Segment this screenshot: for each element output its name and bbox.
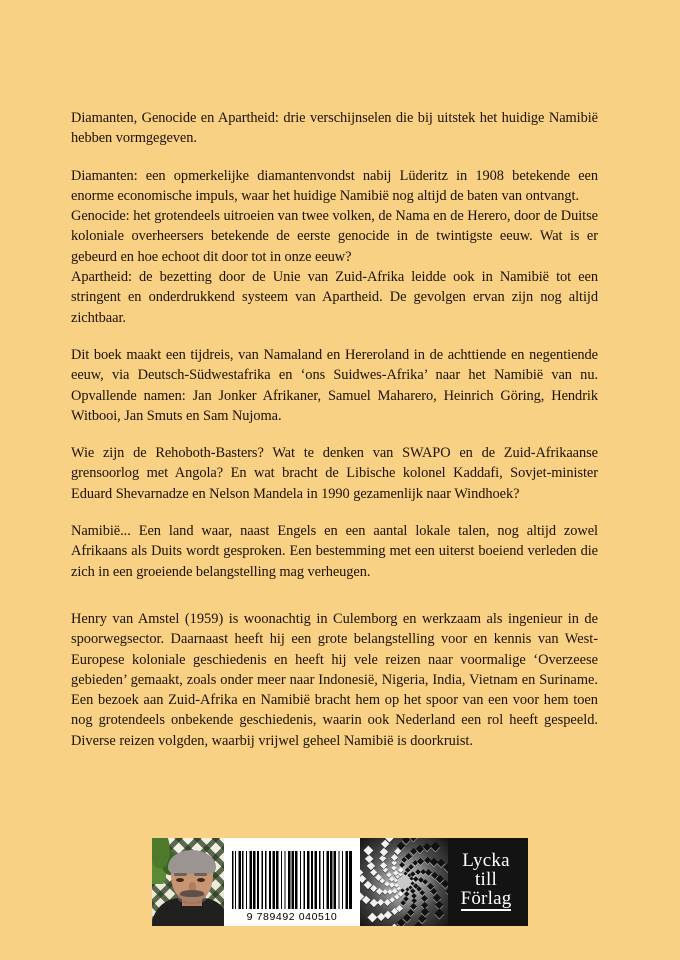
portrait-eyebrow-right	[194, 873, 207, 876]
portrait-moustache	[180, 890, 204, 897]
author-bio-text: Henry van Amstel (1959) is woonachtig in Culemborg en werkzaam als ingenieur in de spoorwegsector. Daarnaast heeft hij een grote belangstelling voor en kennis van West-Europese koloniale geschiedenis en heeft hij vele reizen naar voormalige ‘Overzeese gebieden’ gemaakt, zoals onder meer naar Indonesië, Nigeria, India, Vietnam en Suriname. Een bezoek aan Zuid-Afrika en Namibië bracht hem op het spoor van een voor hem toen nog grotendeels onbekende geschiedenis, waarin ook Nederland een rol heeft gespeeld. Diverse reizen volgden, waarbij vrijwel geheel Namibië is doorkruist.	[71, 611, 598, 749]
portrait-eye-left	[176, 878, 184, 882]
paragraph-spacer	[71, 149, 598, 166]
author-bio-block	[71, 609, 598, 751]
paragraph-spacer	[71, 504, 598, 521]
barcode-digits: 9 789492 040510	[246, 911, 338, 923]
author-photo	[152, 838, 224, 926]
publisher-name	[448, 838, 528, 926]
blurb-paragraph-6: Wie zijn de Rehoboth-Basters? Wat te denken van SWAPO en de Zuid-Afrikaanse grensoorlog met Angola? En wat bracht de Libische kolonel Kaddafi, Sovjet-minister Eduard Shevarnadze en Nelson Mandela in 1990 gezamenlijk naar Windhoek?	[71, 445, 598, 502]
blurb-paragraph-1: Diamanten, Genocide en Apartheid: drie verschijnselen die bij uitstek het huidige Namibië hebben vormgegeven.	[71, 110, 598, 147]
portrait-figure	[158, 846, 224, 926]
blurb-text-block	[71, 108, 598, 582]
portrait-hair	[168, 850, 216, 874]
blurb-paragraph-3: Genocide: het grotendeels uitroeien van twee volken, de Nama en de Herero, door de Duitse koloniale overheersers betekende de eerste genocide in de twintigste eeuw. Wat is er gebeurd en hoe echoot dit door tot in onze eeuw?	[71, 208, 598, 265]
portrait-eye-right	[197, 878, 205, 882]
publisher-name-line-3: Förlag	[460, 888, 512, 909]
paragraph-spacer	[71, 328, 598, 345]
blurb-paragraph-7: Namibië... Een land waar, naast Engels en een aantal lokale talen, nog altijd zowel Afrikaans als Duits wordt gesproken. Een bestemming met een uiterst boeiend verleden die zich in een groeiende belangstelling mag verheugen.	[71, 523, 598, 580]
publisher-logo	[360, 838, 528, 926]
isbn-barcode	[224, 838, 360, 926]
publisher-name-line-2: till	[475, 869, 497, 890]
barcode-bars	[232, 851, 352, 909]
blurb-paragraph-4: Apartheid: de bezetting door de Unie van Zuid-Afrika leidde ook in Namibië tot een stringent en onderdrukkend systeem van Apartheid. De gevolgen ervan zijn nog altijd zichtbaar.	[71, 269, 598, 326]
publisher-name-line-1: Lycka	[462, 850, 510, 871]
blurb-paragraph-2: Diamanten: een opmerkelijke diamantenvondst nabij Lüderitz in 1908 betekende een enorme economische impuls, waar het huidige Namibië nog altijd de baten van ontvangt.	[71, 167, 598, 204]
spiral-vortex-icon	[360, 838, 448, 926]
blurb-paragraph-5: Dit boek maakt een tijdreis, van Namaland en Hereroland in de achttiende en negentiende eeuw, via Deutsch-Südwestafrika en ‘ons Suidwes-Afrika’ naar het Namibië van nu. Opvallende namen: Jan Jonker Afrikaner, Samuel Maharero, Heinrich Göring, Hendrik Witbooi, Jan Smuts en Sam Nujoma.	[71, 346, 598, 424]
portrait-eyebrow-left	[174, 873, 187, 876]
bottom-strip	[152, 838, 528, 926]
paragraph-spacer	[71, 426, 598, 443]
